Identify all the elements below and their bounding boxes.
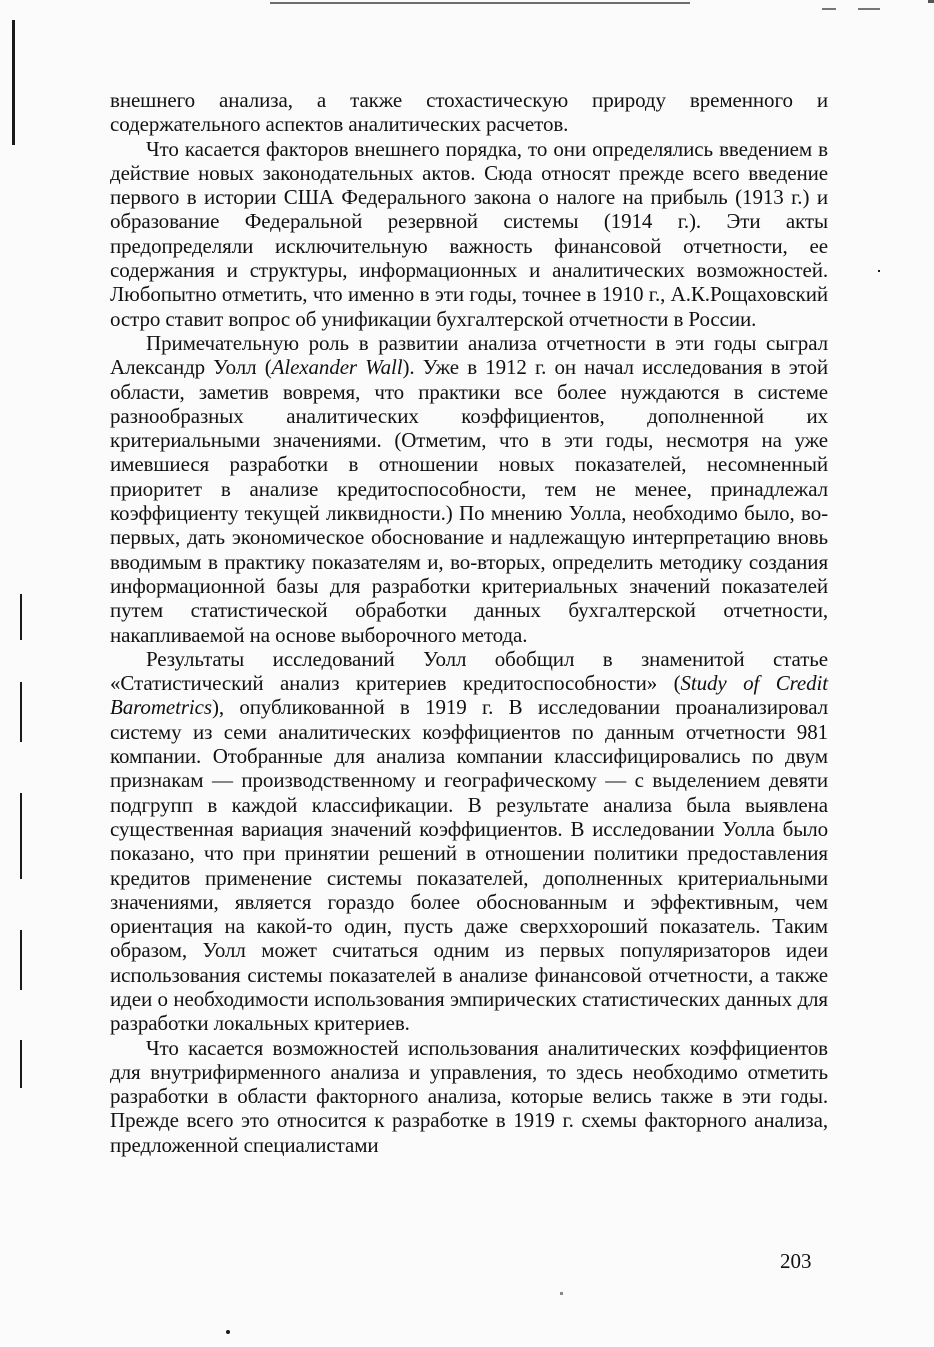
scan-margin-mark <box>20 594 22 640</box>
page-number: 203 <box>780 1249 812 1273</box>
paragraph <box>110 88 828 137</box>
scan-speck <box>560 1292 563 1295</box>
paragraph <box>110 331 828 647</box>
scan-speck <box>226 1330 230 1334</box>
italic-text: Study of Credit Barometrics <box>110 671 828 720</box>
scan-margin-mark <box>20 793 22 879</box>
scan-margin-mark <box>20 930 22 990</box>
paragraph <box>110 1036 828 1157</box>
scan-top-rule <box>270 2 690 4</box>
text-run: Что касается возможностей использования аналитических коэффициентов для внутрифирменного анализа и управления, то здесь необходимо отметить разработки в области факторного анализа, которые велись также в эти годы. Прежде всего это относится к разработке в 1919 г. схемы факторного анализа, предложенной специалистами <box>110 1035 828 1157</box>
scan-margin-mark <box>20 682 22 742</box>
scan-speck <box>878 270 880 272</box>
scan-margin-mark <box>20 1040 22 1088</box>
scan-top-dash <box>822 8 836 10</box>
paragraph <box>110 137 828 331</box>
text-run: внешнего анализа, а также стохастическую природу временного и содержательного аспектов аналитических расчетов. <box>110 88 828 137</box>
scan-margin-mark <box>12 20 15 145</box>
body-text <box>110 88 828 1157</box>
text-run: ), опубликованной в 1919 г. В исследовании проанализировал систему из семи аналитических коэффициентов по данным отчетности 981 компании. Отобранные для анализа компании классифицировались по двум признакам — производственному и географическому — с выделением девяти подгрупп в каждой классификации. В результате анализа была выявлена существенная вариация значений коэффициентов. В исследовании Уолла было показано, что при принятии решений в отношении политики предоставления кредитов применение системы показателей, дополненных критериальными значениями, является гораздо более обоснованным и эффективным, чем ориентация на какой-то один, пусть даже сверххороший показатель. Таким образом, Уолл может считаться одним из первых популяризаторов идеи использования системы показателей в анализе финансовой отчетности, а также идеи о необходимости использования эмпирических статистических данных для разработки локальных критериев. <box>110 695 828 1036</box>
text-run: Что касается факторов внешнего порядка, то они определялись введением в действие новых законодательных актов. Сюда относят прежде всего введение первого в истории США Федерального закона о налоге на прибыль (1913 г.) и образование Федеральной резервной системы (1914 г.). Эти акты предопределяли исключительную важность финансовой отчетности, ее содержания и структуры, информационных и аналитических возможностей. Любопытно отметить, что именно в эти годы, точнее в 1910 г., А.К.Рощаховский остро ставит вопрос об унификации бухгалтерской отчетности в России. <box>110 136 828 331</box>
paragraph <box>110 647 828 1036</box>
scan-top-dash <box>858 8 880 10</box>
text-run: Результаты исследований Уолл обобщил в знаменитой статье «Статистический анализ критериев кредитоспособности» ( <box>110 646 828 696</box>
text-run: ). Уже в 1912 г. он начал исследования в этой области, заметив вовремя, что практики все более нуждаются в системе разнообразных аналитических коэффициентов, дополненной их критериальными значениями. (Отметим, что в эти годы, несмотря на уже имевшиеся разработки в отношении новых показателей, несомненный приоритет в анализе кредитоспособности, тем не менее, принадлежал коэффициенту текущей ликвидности.) По мнению Уолла, необходимо было, во-первых, дать экономическое обоснование и надлежащую интерпретацию вновь вводимым в практику показателям и, во-вторых, определить методику создания информационной базы для разработки критериальных значений показателей путем статистической обработки данных бухгалтерской отчетности, накапливаемой на основе выборочного метода. <box>110 355 829 647</box>
italic-text: Alexander Wall <box>271 355 403 380</box>
text-run: Примечательную роль в развитии анализа отчетности в эти годы сыграл Александр Уолл ( <box>110 330 828 380</box>
scan-corner-mark <box>928 0 934 3</box>
